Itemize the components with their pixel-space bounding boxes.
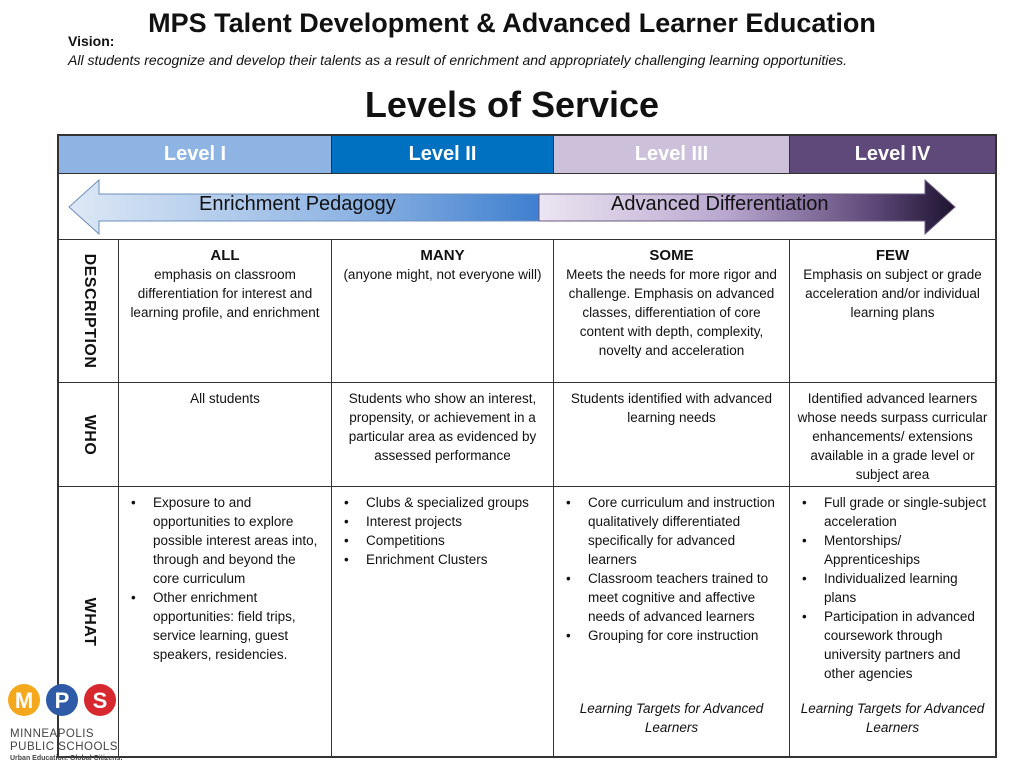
what-level-2 — [332, 487, 554, 756]
what-level-1 — [119, 487, 332, 756]
learning-targets-link: Learning Targets for Advanced Learners — [800, 701, 985, 735]
vision-text: All students recognize and develop their talents as a result of enrichment and appropriately challenging learning opportunities. — [68, 52, 848, 68]
description-text: Emphasis on subject or grade acceleration and/or individual learning plans — [803, 267, 982, 320]
description-head: MANY — [420, 247, 465, 264]
who-level-4: Identified advanced learners whose needs surpass curricular enhancements/ extensions available in a grade level or subject area — [790, 383, 995, 487]
levels-of-service-heading: Levels of Service — [364, 84, 660, 125]
list-item: • Classroom teachers trained to meet cognitive and affective needs of advanced learners — [560, 569, 781, 626]
row-label-description — [59, 240, 119, 383]
description-level-4 — [790, 240, 995, 383]
description-level-1 — [119, 240, 332, 383]
logo-district-name — [10, 728, 118, 754]
list-item: • Grouping for core instruction — [560, 626, 781, 645]
description-head: SOME — [649, 247, 694, 264]
logo-name-line-2: PUBLIC SCHOOLS — [10, 741, 118, 753]
mps-logo — [4, 678, 124, 768]
logo-tagline: Urban Education. Global Citizens. — [10, 755, 123, 762]
list-item: • Enrichment Clusters — [338, 550, 545, 569]
what-level-3 — [554, 487, 790, 756]
who-level-2: Students who show an interest, propensity, or achievement in a particular area as evidenced by assessed performance — [332, 383, 554, 487]
description-level-2 — [332, 240, 554, 383]
list-item: • Core curriculum and instruction qualitatively differentiated specifically for advanced learners — [560, 493, 781, 569]
list-item: • Individualized learning plans — [796, 569, 987, 607]
list-item: • Other enrichment opportunities: field trips, service learning, guest speakers, residencies. — [125, 588, 323, 664]
who-level-3: Students identified with advanced learning needs — [554, 383, 790, 487]
enrichment-pedagogy-label: Enrichment Pedagogy — [199, 193, 396, 215]
description-text: emphasis on classroom differentiation for interest and learning profile, and enrichment — [130, 267, 320, 320]
what-level-4 — [790, 487, 995, 756]
list-item: • Participation in advanced coursework through university partners and other agencies — [796, 607, 987, 683]
logo-letter-p: P — [54, 688, 70, 713]
level-2-header: Level II — [332, 136, 554, 174]
page-title: MPS Talent Development & Advanced Learner Education — [148, 8, 876, 38]
row-label-who-text: WHO — [80, 414, 98, 455]
list-item: • Full grade or single-subject acceleration — [796, 493, 987, 531]
row-label-what-text: WHAT — [80, 597, 98, 646]
row-label-description-text: DESCRIPTION — [80, 253, 98, 369]
levels-table — [54, 134, 997, 758]
advanced-differentiation-label: Advanced Differentiation — [611, 193, 829, 215]
description-text: Meets the needs for more rigor and challenge. Emphasis on advanced classes, differentiation of core content with depth, complexity, novelty and acceleration — [566, 267, 777, 358]
description-head: ALL — [210, 247, 240, 264]
vision-label: Vision: — [68, 33, 115, 49]
learning-targets-link: Learning Targets for Advanced Learners — [579, 701, 764, 735]
description-level-3 — [554, 240, 790, 383]
description-head: FEW — [875, 247, 910, 264]
level-1-header: Level I — [59, 136, 332, 174]
description-text: (anyone might, not everyone will) — [343, 267, 542, 282]
logo-letter-s: S — [92, 688, 108, 713]
level-3-header: Level III — [554, 136, 790, 174]
level-4-header: Level IV — [790, 136, 995, 174]
logo-letter-m: M — [14, 688, 34, 713]
list-item: • Clubs & specialized groups — [338, 493, 545, 512]
pedagogy-band — [59, 174, 995, 240]
mps-logo-mark — [4, 678, 124, 728]
row-label-who — [59, 383, 119, 487]
list-item: • Exposure to and opportunities to explore possible interest areas into, through and beyond the core curriculum — [125, 493, 323, 588]
logo-name-line-1: MINNEAPOLIS — [10, 728, 95, 740]
list-item: • Interest projects — [338, 512, 545, 531]
list-item: • Mentorships/ Apprenticeships — [796, 531, 987, 569]
who-level-1: All students — [119, 383, 332, 487]
list-item: • Competitions — [338, 531, 545, 550]
